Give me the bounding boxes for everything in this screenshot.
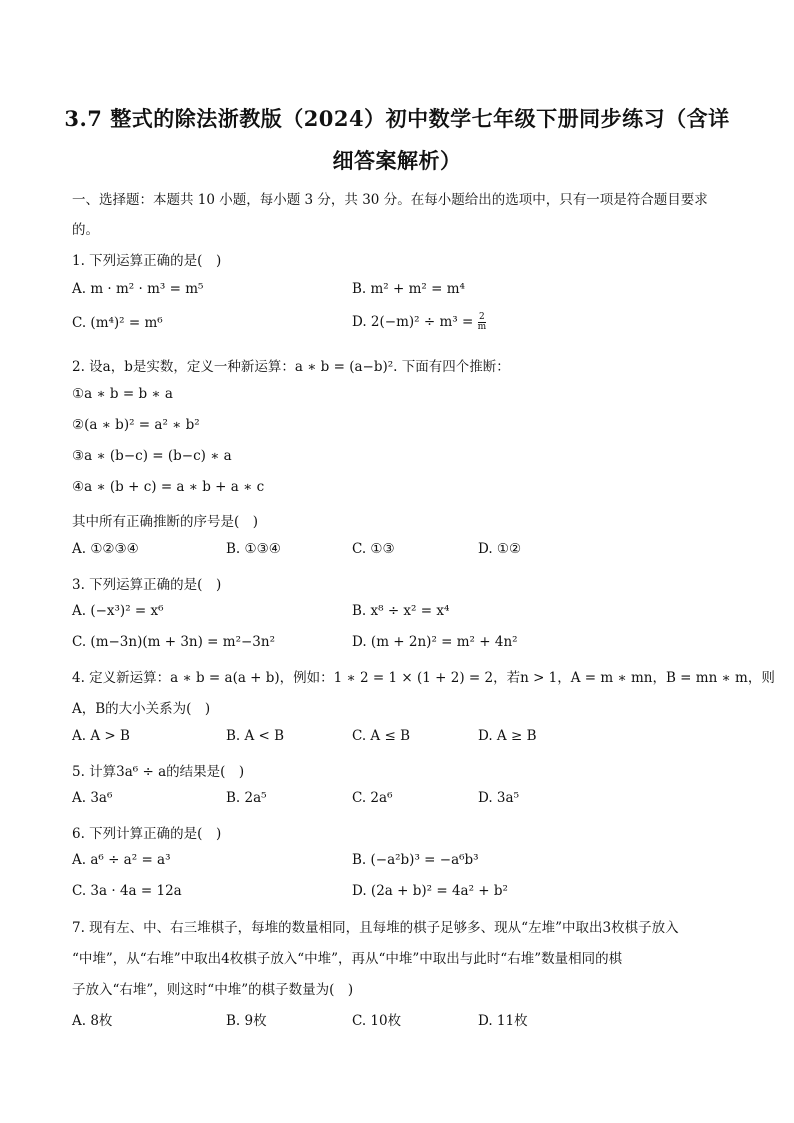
q3-option-c: C. (m−3n)(m + 3n) = m²−3n² <box>72 634 275 650</box>
q5-stem: 5. 计算3a⁶ ÷ a的结果是( ) <box>72 764 245 780</box>
q1-stem: 1. 下列运算正确的是( ) <box>72 253 222 269</box>
q2-option-c: C. ①③ <box>352 541 395 557</box>
q7-option-a: A. 8枚 <box>72 1013 113 1029</box>
q2-statement-2: ②(a ∗ b)² = a² ∗ b² <box>72 417 200 433</box>
q6-option-b: B. (−a²b)³ = −a⁶b³ <box>352 852 479 868</box>
q1-option-d-numerator: 2 <box>479 312 485 322</box>
section-instructions-line-2: 的。 <box>72 222 99 238</box>
q2-statement-4: ④a ∗ (b + c) = a ∗ b + a ∗ c <box>72 479 265 495</box>
q3-option-a: A. (−x³)² = x⁶ <box>72 603 164 619</box>
document-title-line-1: 3.7 整式的除法浙教版（2024）初中数学七年级下册同步练习（含详 <box>64 106 730 131</box>
q4-stem-line-1: 4. 定义新运算：a ∗ b = a(a + b)，例如：1 ∗ 2 = 1 × (1 + 2) = 2，若n > 1，A = m ∗ mn，B = mn ∗ m，则 <box>72 670 775 686</box>
q7-option-c: C. 10枚 <box>352 1013 402 1029</box>
q4-option-a: A. A > B <box>72 728 130 744</box>
q6-option-c: C. 3a · 4a = 12a <box>72 883 182 899</box>
document-title-line-2: 细答案解析） <box>332 148 462 173</box>
q2-option-a: A. ①②③④ <box>72 541 139 557</box>
q2-question: 其中所有正确推断的序号是( ) <box>72 514 259 530</box>
q1-option-d-text: D. 2(−m)² ÷ m³ = <box>352 314 474 330</box>
q4-stem-line-2: A，B的大小关系为( ) <box>72 701 211 717</box>
q4-option-b: B. A < B <box>226 728 285 744</box>
q2-statement-1: ①a ∗ b = b ∗ a <box>72 386 173 402</box>
q7-stem-line-2: “中堆”，从“右堆”中取出4枚棋子放入“中堆”，再从“中堆”中取出与此时“右堆”数量相同的棋 <box>72 951 623 967</box>
q4-option-c: C. A ≤ B <box>352 728 410 744</box>
q5-option-a: A. 3a⁶ <box>72 790 113 806</box>
q1-option-b: B. m² + m² = m⁴ <box>352 281 465 297</box>
q2-stem: 2. 设a，b是实数，定义一种新运算：a ∗ b = (a−b)². 下面有四个推断： <box>72 359 510 375</box>
q7-stem-line-3: 子放入“右堆”，则这时“中堆”的棋子数量为( ) <box>72 982 354 998</box>
q3-option-d: D. (m + 2n)² = m² + 4n² <box>352 634 518 650</box>
q1-option-d-denominator: m <box>477 322 487 332</box>
q6-stem: 6. 下列计算正确的是( ) <box>72 826 222 842</box>
q1-option-c: C. (m⁴)² = m⁶ <box>72 315 163 331</box>
q7-stem-line-1: 7. 现有左、中、右三堆棋子，每堆的数量相同，且每堆的棋子足够多、现从“左堆”中取出3枚棋子放入 <box>72 920 679 936</box>
q5-option-c: C. 2a⁶ <box>352 790 393 806</box>
section-instructions-line-1: 一、选择题：本题共 10 小题，每小题 3 分，共 30 分。在每小题给出的选项中，只有一项是符合题目要求 <box>72 192 708 208</box>
q1-option-d <box>352 313 486 332</box>
q2-statement-3: ③a ∗ (b−c) = (b−c) ∗ a <box>72 448 232 464</box>
q2-option-d: D. ①② <box>478 541 522 557</box>
q2-option-b: B. ①③④ <box>226 541 281 557</box>
q4-option-d: D. A ≥ B <box>478 728 537 744</box>
q5-option-b: B. 2a⁵ <box>226 790 267 806</box>
q1-option-d-fraction <box>478 313 487 332</box>
q1-option-a: A. m · m² · m³ = m⁵ <box>72 281 204 297</box>
q6-option-a: A. a⁶ ÷ a² = a³ <box>72 852 171 868</box>
q5-option-d: D. 3a⁵ <box>478 790 519 806</box>
q3-option-b: B. x⁸ ÷ x² = x⁴ <box>352 603 450 619</box>
q6-option-d: D. (2a + b)² = 4a² + b² <box>352 883 508 899</box>
q7-option-b: B. 9枚 <box>226 1013 267 1029</box>
q3-stem: 3. 下列运算正确的是( ) <box>72 577 222 593</box>
q7-option-d: D. 11枚 <box>478 1013 528 1029</box>
